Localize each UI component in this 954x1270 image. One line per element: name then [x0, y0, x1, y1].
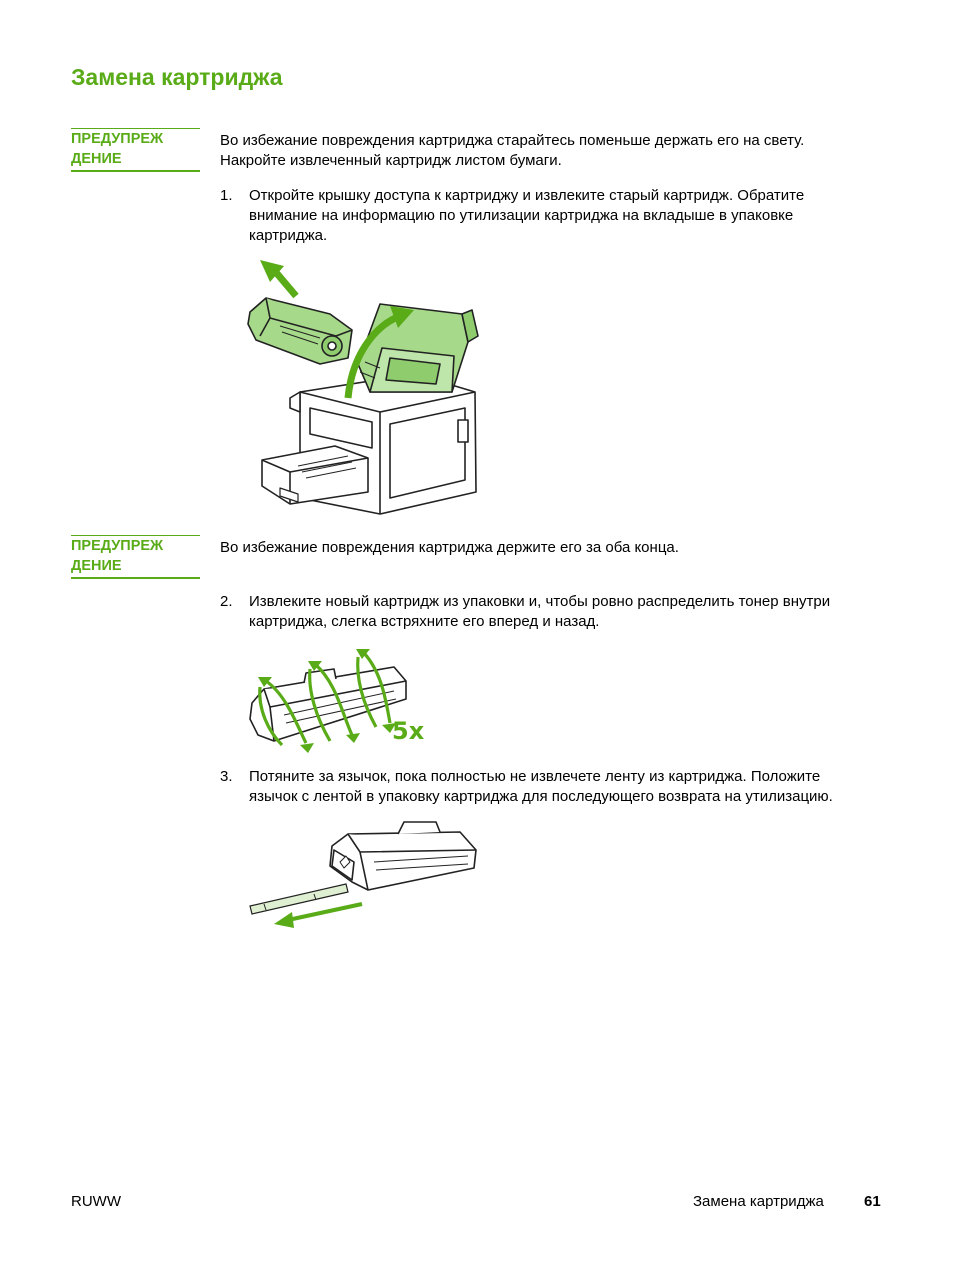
- step-text: [249, 592, 889, 632]
- step-text-line: Потяните за язычок, пока полностью не извлечете ленту из картриджа. Положите: [249, 768, 821, 785]
- step-text-line: язычок с лентой в упаковку картриджа для последующего возврата на утилизацию.: [249, 788, 833, 805]
- step-text: [249, 186, 889, 246]
- step-text-line: картриджа, слегка встряхните его вперед и назад.: [249, 613, 600, 630]
- step-text-line: Извлеките новый картридж из упаковки и, чтобы ровно распределить тонер внутри: [249, 593, 831, 610]
- warning-label: [71, 128, 200, 172]
- warning-text: [220, 131, 900, 171]
- warning-text: Во избежание повреждения картриджа держите его за оба конца.: [220, 539, 679, 556]
- warning-label-line1: ПРЕДУПРЕЖ: [71, 538, 164, 554]
- shake-cartridge-illustration: [244, 643, 434, 753]
- shake-count-label: 5x: [392, 717, 425, 745]
- page-number: 61: [864, 1193, 881, 1210]
- warning-text-line1: Во избежание повреждения картриджа старайтесь поменьше держать его на свету.: [220, 132, 805, 149]
- warning-text-line2: Накройте извлеченный картридж листом бумаги.: [220, 152, 562, 169]
- step-text-line: Откройте крышку доступа к картриджу и извлеките старый картридж. Обратите: [249, 187, 805, 204]
- warning-label: [71, 535, 200, 579]
- pull-tape-illustration: [248, 816, 484, 928]
- step-text-line: внимание на информацию по утилизации картриджа на вкладыше в упаковке: [249, 207, 794, 224]
- warning-label-line2: ДЕНИЕ: [71, 151, 122, 167]
- step-number: 2.: [220, 593, 233, 610]
- step-number: 3.: [220, 768, 233, 785]
- step-number: 1.: [220, 187, 233, 204]
- footer-section: Замена картриджа: [693, 1193, 824, 1210]
- step-text-line: картриджа.: [249, 227, 328, 244]
- warning-label-line1: ПРЕДУПРЕЖ: [71, 131, 164, 147]
- printer-open-illustration: [240, 252, 490, 520]
- page-title: Замена картриджа: [71, 64, 283, 90]
- step-text: [249, 767, 889, 807]
- warning-label-line2: ДЕНИЕ: [71, 558, 122, 574]
- footer-left: RUWW: [71, 1193, 121, 1210]
